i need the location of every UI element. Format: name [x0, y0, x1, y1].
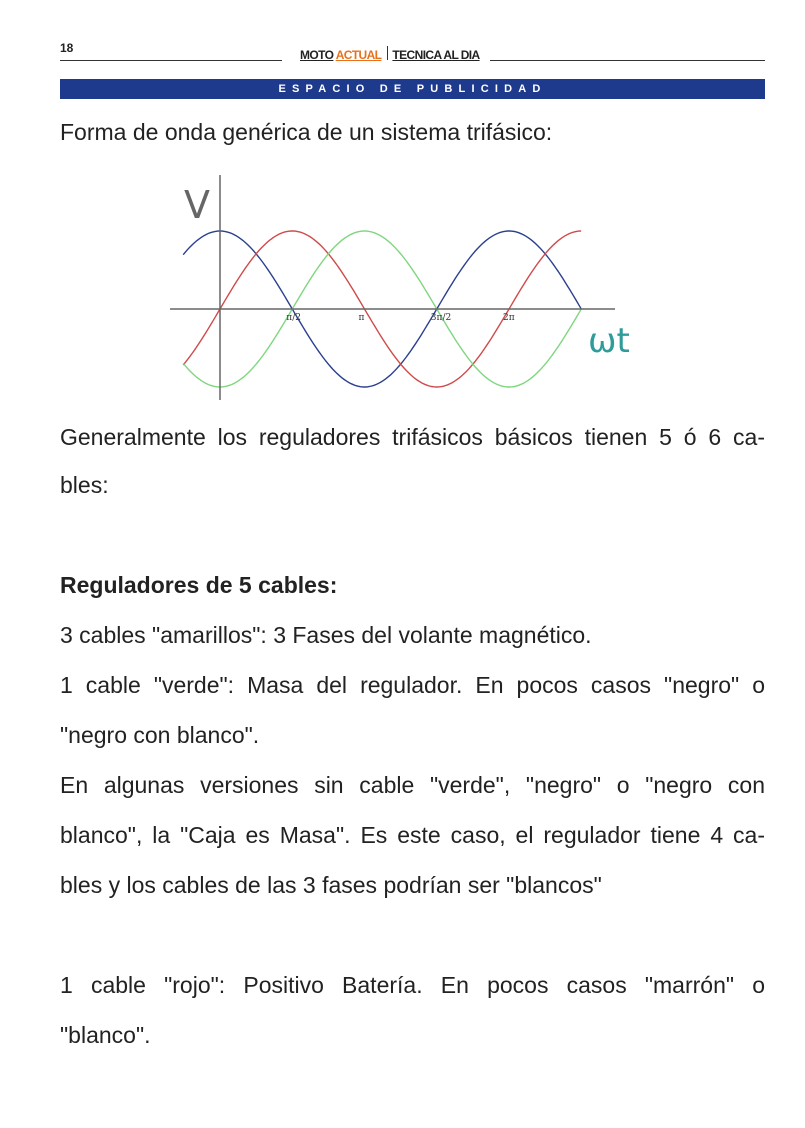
header-separator [387, 46, 388, 60]
section-heading: Reguladores de 5 cables: [60, 572, 338, 598]
magazine-accent: ACTUAL [335, 48, 382, 62]
paragraph-line: 1 cable "rojo": Positivo Batería. En pocos casos "marrón" o [60, 972, 765, 998]
paragraph-line: "blanco". [60, 1022, 151, 1048]
paragraph-line: "negro con blanco". [60, 722, 260, 748]
paragraph-line: blanco", la "Caja es Masa". Es este caso, el regulador tiene 4 ca- [60, 822, 765, 848]
x-tick-label: 3π/2 [430, 313, 452, 323]
header-rule-left [60, 60, 282, 61]
x-tick-label: 2π [503, 313, 515, 323]
paragraph-line: Generalmente los reguladores trifásicos básicos tienen 5 ó 6 ca- [60, 424, 765, 450]
section-title: TECNICA AL DIA [392, 48, 480, 62]
paragraph-line: bles y los cables de las 3 fases podrían ser "blancos" [60, 872, 602, 898]
y-axis-label: V [184, 183, 210, 227]
paragraph-line: bles: [60, 472, 109, 498]
page-number: 18 [60, 41, 74, 55]
header-rule-right [490, 60, 765, 61]
paragraph-line: 3 cables "amarillos": 3 Fases del volante magnético. [60, 622, 592, 648]
paragraph-line: En algunas versiones sin cable "verde", "negro" o "negro con [60, 772, 765, 798]
x-tick-label: π/2 [286, 313, 301, 323]
x-tick-label: π [358, 313, 365, 323]
x-axis-label: ωt [588, 321, 630, 361]
magazine-header [300, 46, 480, 62]
intro-text: Forma de onda genérica de un sistema trifásico: [60, 119, 553, 145]
tick-layer [286, 313, 514, 323]
three-phase-waveform-chart [160, 170, 640, 405]
ad-banner: ESPACIO DE PUBLICIDAD [60, 79, 765, 99]
paragraph-line: 1 cable "verde": Masa del regulador. En pocos casos "negro" o [60, 672, 765, 698]
magazine-prefix: MOTO [300, 48, 334, 62]
